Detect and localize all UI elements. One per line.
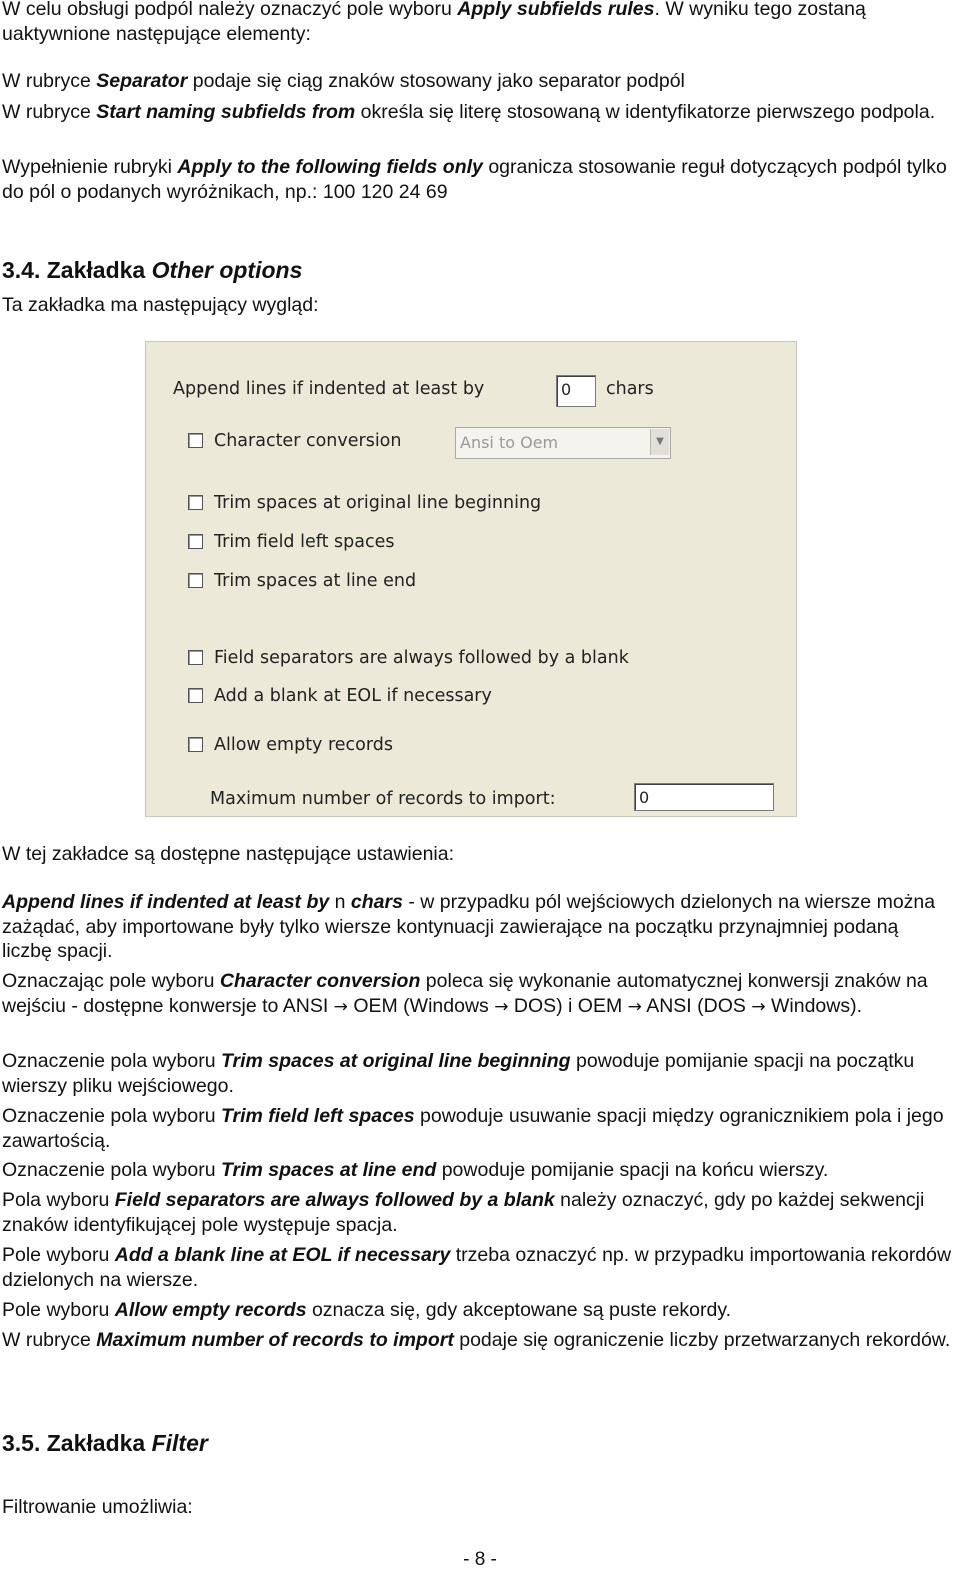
trim-begin-checkbox[interactable]: [188, 495, 203, 510]
field-separators-description: Pola wyboru Field separators are always followed by a blank należy oznaczyć, gdy po każdej sekwencji znaków identyfikującej pole występuje spacja.: [2, 1189, 925, 1236]
max-records-description: W rubryce Maximum number of records to import podaje się ograniczenie liczby przetwarzanych rekordów.: [2, 1329, 951, 1351]
intro-paragraph-3: W rubryce Start naming subfields from określa się literę stosowaną w identyfikatorze pierwszego podpola.: [2, 101, 936, 123]
trim-end-checkbox[interactable]: [188, 573, 203, 588]
chevron-down-icon[interactable]: ▼: [650, 429, 669, 455]
allow-empty-description: Pole wyboru Allow empty records oznacza się, gdy akceptowane są puste rekordy.: [2, 1299, 732, 1321]
arrow-right-icon: →: [494, 996, 509, 1017]
allow-empty-checkbox[interactable]: [188, 737, 203, 752]
character-conversion-checkbox[interactable]: [188, 433, 203, 448]
section-3-4-lead: Ta zakładka ma następujący wygląd:: [2, 294, 319, 316]
page-number: - 8 -: [463, 1549, 497, 1570]
max-records-label: Maximum number of records to import:: [210, 789, 556, 809]
append-lines-label: Append lines if indented at least by: [173, 379, 485, 399]
max-records-input[interactable]: 0: [634, 783, 774, 811]
settings-lead: W tej zakładce są dostępne następujące ustawienia:: [2, 843, 455, 865]
arrow-right-icon: →: [751, 996, 766, 1017]
arrow-right-icon: →: [627, 996, 642, 1017]
conversion-select[interactable]: [455, 427, 671, 459]
add-blank-description: Pole wyboru Add a blank line at EOL if necessary trzeba oznaczyć np. w przypadku importowania rekordów dzielonych na wiersze.: [2, 1244, 952, 1291]
character-conversion-description: Oznaczając pole wyboru Character conversion poleca się wykonanie automatycznej konwersji znaków na wejściu - dostępne konwersje to ANSI → OEM (Windows → DOS) i OEM → ANSI (DOS → Windows).: [2, 970, 928, 1017]
intro-paragraph-2: W rubryce Separator podaje się ciąg znaków stosowany jako separator podpól: [2, 70, 685, 92]
section-heading-3-5: 3.5. Zakładka Filter: [2, 1430, 208, 1456]
trim-end-label: Trim spaces at line end: [214, 571, 417, 591]
trim-end-description: Oznaczenie pola wyboru Trim spaces at line end powoduje pomijanie spacji na końcu wierszy.: [2, 1159, 829, 1181]
trim-left-checkbox[interactable]: [188, 534, 203, 549]
allow-empty-label: Allow empty records: [214, 735, 393, 755]
intro-paragraph-4: Wypełnienie rubryki Apply to the following fields only ogranicza stosowanie reguł dotyczących podpól tylko do pól o podanych wyróżnikach, np.: 100 120 24 69: [2, 156, 947, 203]
chars-label: chars: [606, 379, 654, 399]
other-options-dialog: [145, 341, 797, 817]
field-separators-checkbox[interactable]: [188, 650, 203, 665]
section-heading-3-4: 3.4. Zakładka Other options: [2, 257, 303, 283]
field-separators-label: Field separators are always followed by a blank: [214, 648, 629, 668]
append-lines-description: Append lines if indented at least by n chars - w przypadku pól wejściowych dzielonych na wiersze można zażądać, aby importowane były tylko wiersze kontynuacji zawierające na początku przynajmniej podaną liczbę spacji.: [2, 891, 936, 962]
conversion-select-value: Ansi to Oem: [460, 433, 559, 452]
character-conversion-label: Character conversion: [214, 431, 402, 451]
arrow-right-icon: →: [333, 996, 348, 1017]
trim-left-description: Oznaczenie pola wyboru Trim field left spaces powoduje usuwanie spacji między ogranicznikiem pola i jego zawartością.: [2, 1105, 944, 1152]
trim-begin-label: Trim spaces at original line beginning: [214, 493, 542, 513]
trim-left-label: Trim field left spaces: [214, 532, 395, 552]
intro-paragraph-1: W celu obsługi podpól należy oznaczyć pole wyboru Apply subfields rules. W wyniku tego zostaną uaktywnione następujące elementy:: [2, 0, 866, 45]
section-3-5-lead: Filtrowanie umożliwia:: [2, 1496, 193, 1518]
add-blank-checkbox[interactable]: [188, 688, 203, 703]
append-lines-input[interactable]: 0: [556, 375, 596, 407]
add-blank-label: Add a blank at EOL if necessary: [214, 686, 492, 706]
trim-begin-description: Oznaczenie pola wyboru Trim spaces at original line beginning powoduje pomijanie spacji na początku wierszy pliku wejściowego.: [2, 1050, 915, 1097]
